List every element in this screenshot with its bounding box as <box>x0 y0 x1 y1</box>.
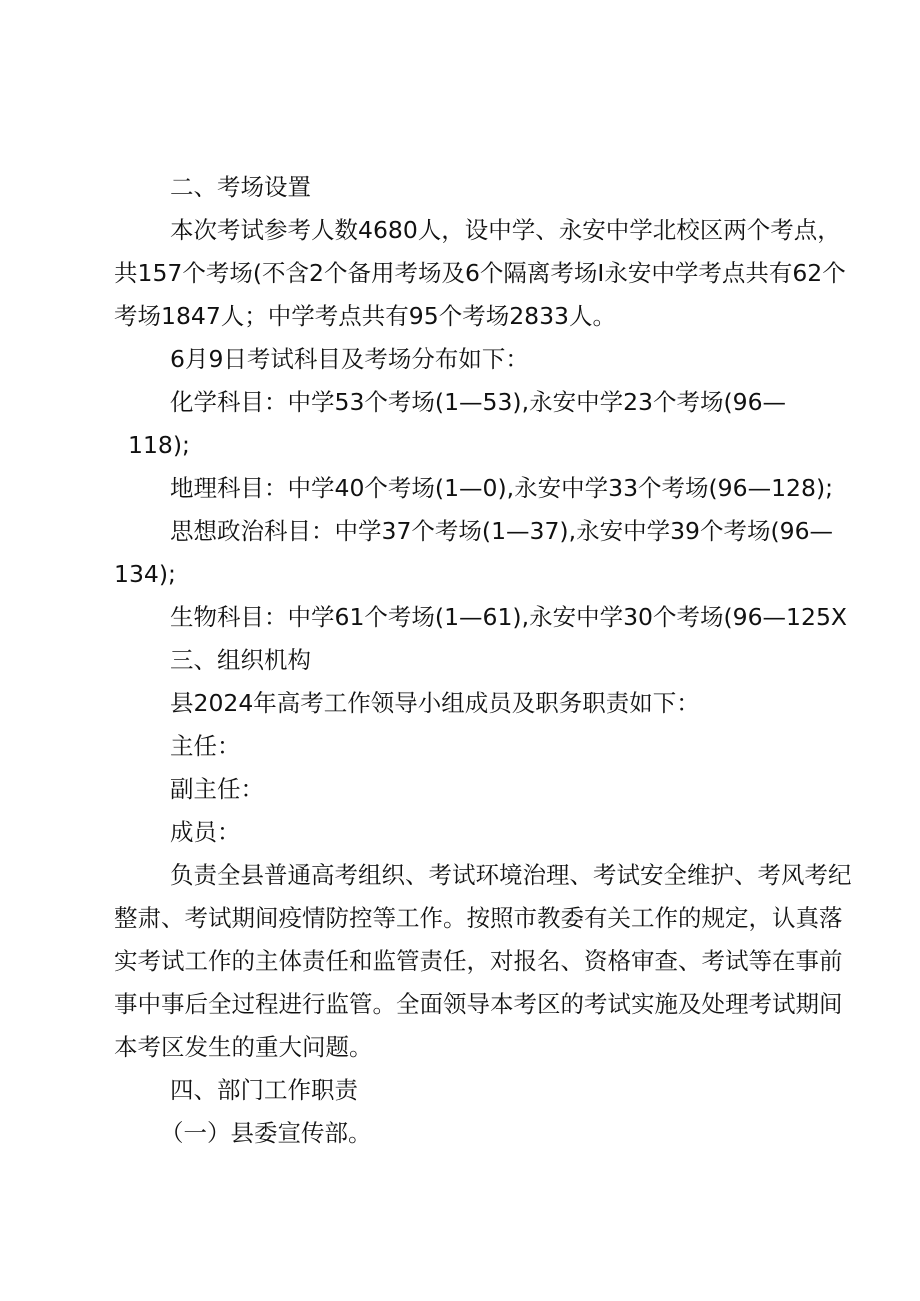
paragraph-line: 县2024年高考工作领导小组成员及职务职责如下： <box>170 689 700 717</box>
paragraph-line: 6月9日考试科目及考场分布如下： <box>170 345 529 373</box>
paragraph-line: 副主任： <box>170 775 264 803</box>
paragraph-line: 实考试工作的主体责任和监管责任，对报名、资格审查、考试等在事前 <box>114 947 843 975</box>
section-heading: 二、考场设置 <box>170 173 311 201</box>
paragraph-line: 成员： <box>170 818 241 846</box>
paragraph-line: 共157个考场(不含2个备用考场及6个隔离考场I永安中学考点共有62个 <box>114 259 846 287</box>
section-heading: 三、组织机构 <box>170 646 311 674</box>
paragraph-line: 134); <box>114 560 176 588</box>
paragraph-line: 主任： <box>170 732 241 760</box>
paragraph-line: 思想政治科目：中学37个考场(1—37),永安中学39个考场(96— <box>170 517 834 545</box>
paragraph-line: 118); <box>128 431 190 459</box>
paragraph-line: 整肃、考试期间疫情防控等工作。按照市教委有关工作的规定，认真落 <box>114 904 843 932</box>
paragraph-line: 生物科目：中学61个考场(1—61),永安中学30个考场(96—125X <box>170 603 847 631</box>
paragraph-line: 负责全县普通高考组织、考试环境治理、考试安全维护、考风考纪 <box>170 861 852 889</box>
paragraph-line: 地理科目：中学40个考场(1—0),永安中学33个考场(96—128); <box>170 474 834 502</box>
section-heading: 四、部门工作职责 <box>170 1076 358 1104</box>
paragraph-line: 事中事后全过程进行监管。全面领导本考区的考试实施及处理考试期间 <box>114 990 843 1018</box>
paragraph-line: 本考区发生的重大问题。 <box>114 1033 373 1061</box>
subsection-heading: （一）县委宣传部。 <box>160 1119 372 1147</box>
paragraph-line: 本次考试参考人数4680人，设中学、永安中学北校区两个考点， <box>170 216 841 244</box>
paragraph-line: 考场1847人；中学考点共有95个考场2833人。 <box>114 302 617 330</box>
paragraph-line: 化学科目：中学53个考场(1—53),永安中学23个考场(96— <box>170 388 787 416</box>
